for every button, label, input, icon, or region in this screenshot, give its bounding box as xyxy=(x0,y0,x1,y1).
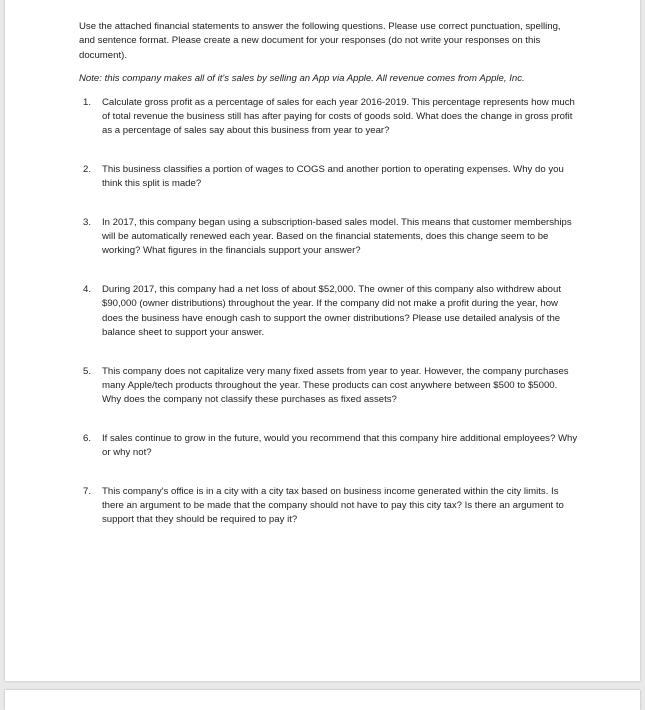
question-item xyxy=(79,163,579,192)
question-text: This company does not capitalize very many fixed assets from year to year. However, the company purchases many Apple/tech products throughout the year. These products can cost anywhere between $500 to $5000. Why does the company not classify these purchases as fixed assets? xyxy=(102,365,569,406)
question-text: Calculate gross profit as a percentage of sales for each year 2016-2019. This percentage represents how much of total revenue the business still has after paying for costs of goods sold. What does the change in gross profit as a percentage of sales say about this business from year to year? xyxy=(102,96,575,137)
document-page xyxy=(5,0,640,681)
question-text: During 2017, this company had a net loss of about $52,000. The owner of this company also withdrew about $90,000 (owner distributions) throughout the year. If the company did not make a profit during the year, how does the business have enough cash to support the owner distributions? Please use detailed analysis of the balance sheet to support your answer. xyxy=(102,283,562,339)
question-item xyxy=(79,432,579,461)
question-number: 6. xyxy=(83,432,92,444)
question-number: 2. xyxy=(83,163,92,175)
question-item xyxy=(79,283,579,341)
note-paragraph: Note: this company makes all of it's sales by selling an App via Apple. All revenue comes from Apple, Inc. xyxy=(79,73,525,85)
next-page-edge xyxy=(5,690,640,710)
question-text: This company's office is in a city with a city tax based on business income generated within the city limits. Is there an argument to be made that the company should not have to pay this city tax? Is there an argument to support that they should be required to pay it? xyxy=(102,485,564,526)
question-text: In 2017, this company began using a subscription-based sales model. This means that customer memberships will be automatically renewed each year. Based on the financial statements, does this change seem to be working? What figures in the financials support your answer? xyxy=(102,216,572,257)
question-number: 4. xyxy=(83,283,92,295)
question-text: If sales continue to grow in the future, would you recommend that this company hire additional employees? Why or why not? xyxy=(102,432,578,459)
questions-list xyxy=(79,96,579,528)
question-text: This business classifies a portion of wages to COGS and another portion to operating expenses. Why do you think this split is made? xyxy=(102,163,564,190)
instructions-paragraph: Use the attached financial statements to answer the following questions. Please use correct punctuation, spelling, and sentence format. Please create a new document for your responses (do not write your responses on this document). xyxy=(79,21,561,61)
question-number: 1. xyxy=(83,96,92,108)
question-item xyxy=(79,485,579,528)
question-item xyxy=(79,96,579,139)
question-number: 7. xyxy=(83,485,92,497)
question-item xyxy=(79,365,579,408)
question-number: 5. xyxy=(83,365,92,377)
question-number: 3. xyxy=(83,216,92,228)
document-content xyxy=(79,20,579,552)
question-item xyxy=(79,216,579,259)
